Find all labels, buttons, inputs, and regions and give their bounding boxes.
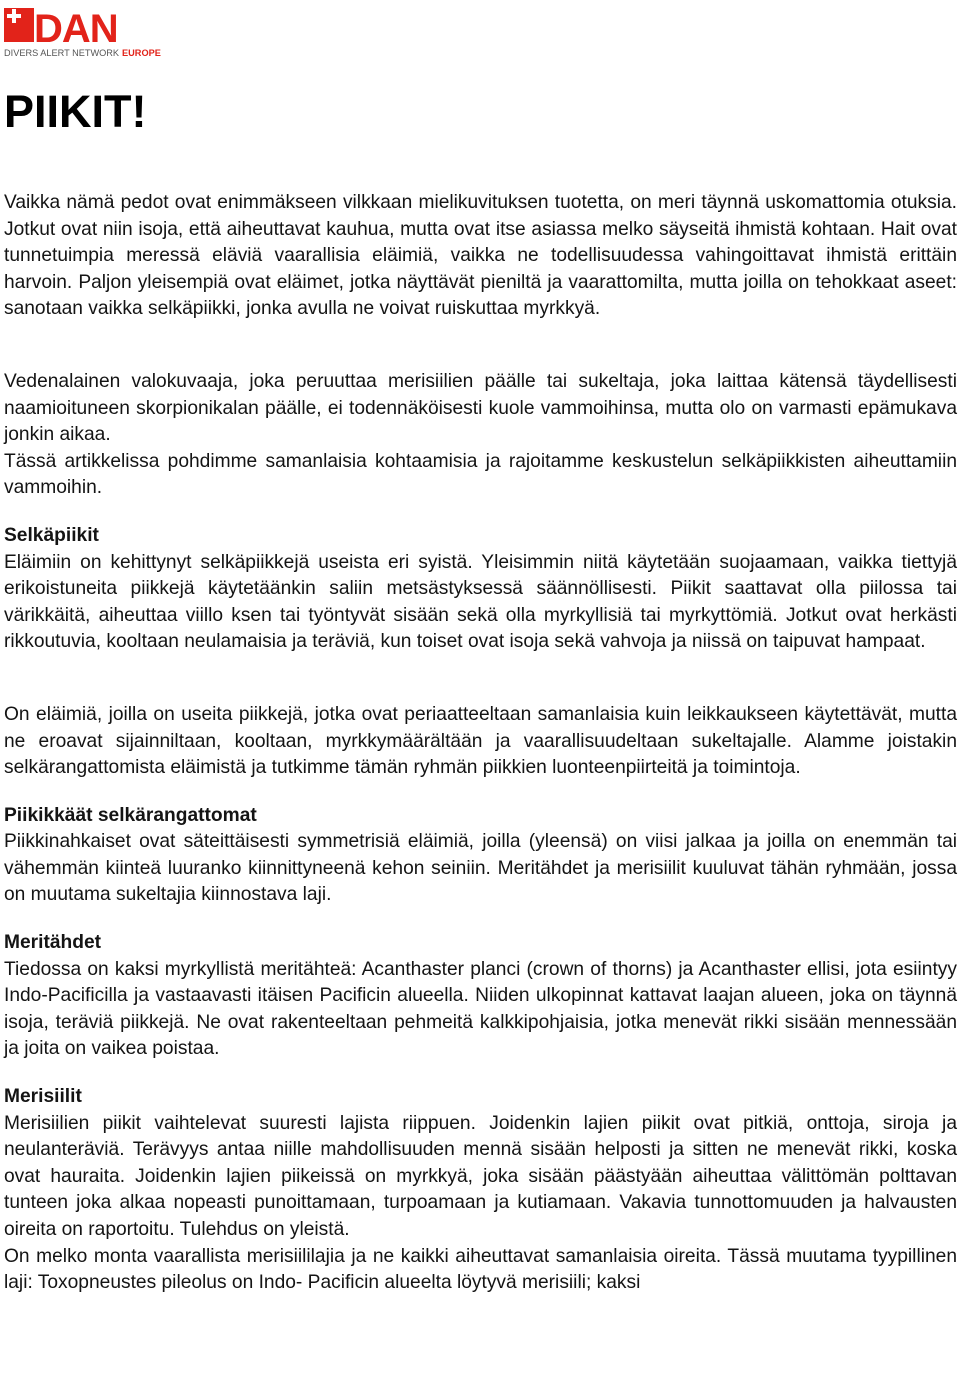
photographer-paragraph: Vedenalainen valokuvaaja, joka peruuttaa merisiilien päälle tai sukeltaja, joka laittaa kätensä täydellisesti naamioituneen skorpionikalan päälle, ei todennäköisesti kuole vammoihinsa, mutta olo on varmasti epämukava jonkin aikaa. — [4, 370, 957, 446]
urchin-species-paragraph: On melko monta vaarallista merisiililajia ja ne kaikki aiheuttavat samanlaisia oireita. Tässä muutama tyypillinen laji: Toxopneustes pileolus on Indo- Pacificin alueelta löytyvä merisiili; kaksi — [4, 1245, 957, 1294]
logo-tagline-prefix: DIVERS ALERT NETWORK — [4, 48, 120, 58]
invertebrates-intro-paragraph: On eläimiä, joilla on useita piikkejä, jotka ovat periaatteeltaan samanlaisia kuin leikkaukseen käytettävät, mutta ne eroavat sijainniltaan, kooltaan, myrkkymäärältään ja vaarallisuudeltaan sukeltajalle. Alamme joistakin selkärangattomista eläimistä ja tutkimme tämän ryhmän piikkien luonteenpiirteitä ja toimintoja. — [4, 703, 957, 779]
urchin-paragraph: Merisiilien piikit vaihtelevat suuresti lajista riippuen. Joidenkin lajien piikit ovat pitkiä, onttoja, siroja ja neulanteräviä. Terävyys antaa niille mahdollisuuden mennä sisään helposti ja sitten ne menevät rikki, koska ovat hauraita. Joidenkin lajien piikeissä on myrkkyä, joka sisään päästyään aiheuttaa välittömän polttavan tunteen joka alkaa nopeasti punoittamaan, turpoamaan ja kutiamaan. Vakavia tunnottomuuden ja halvausten oireita on raportoitu. Tulehdus on yleistä. — [4, 1112, 957, 1240]
scope-paragraph: Tässä artikkelissa pohdimme samanlaisia kohtaamisia ja rajoitamme keskustelun selkäpiikkisten aiheuttamiin vammoihin. — [4, 450, 957, 499]
article-body — [4, 190, 957, 1297]
page-title: PIIKIT! — [4, 86, 147, 137]
spines-paragraph: Eläimiin on kehittynyt selkäpiikkejä useista eri syistä. Yleisimmin niitä käytetään suojaamaan, vaikka tiettyjä erikoistuneita piikkejä käytetäänkin saliin metsästyksessä säännöllisesti. Piikit saattavat olla piilossa tai värikkäitä, aiheuttaa viillo ksen tai työntyvät sisään sekä olla myrkyllisiä tai myrkyttömiä. Jotkut ovat herkästi rikkoutuvia, kooltaan neulamaisia ja teräviä, kun toiset ovat isoja sekä vahvoja ja niissä on taipuvat hampaat. — [4, 551, 957, 653]
echinoderms-paragraph: Piikkinahkaiset ovat säteittäisesti symmetrisiä eläimiä, joilla (yleensä) on viisi jalkaa ja joilla on enemmän tai vähemmän kiinteä luuranko kiinnittyneenä kehon seiniin. Meritähdet ja merisiilit kuuluvat tähän ryhmään, jossa on muutama sukeltajia kiinnostava laji. — [4, 831, 957, 906]
section-heading-selkapiikit: Selkäpiikit — [4, 524, 99, 546]
starfish-paragraph: Tiedossa on kaksi myrkyllistä meritähteä: Acanthaster planci (crown of thorns) ja Acanthaster ellisi, jota esiintyy Indo-Pacificilla ja vastaavasti itäisen Pacificin alueella. Niiden ulkopinnat kattavat laajan alueen, joka on täynnä isoja, teräviä piikkejä. Ne ovat rakenteeltaan pehmeitä kalkkipohjaisia, jotka menevät rikki sisään mennessään ja joita on vaikea poistaa. — [4, 958, 957, 1060]
logo-wordmark: DAN — [34, 7, 118, 51]
dan-logo — [4, 6, 174, 58]
logo-tagline — [4, 48, 161, 58]
logo-tagline-suffix: EUROPE — [122, 48, 161, 58]
section-heading-invertebrates: Piikikkäät selkärangattomat — [4, 804, 257, 826]
logo-cross-v — [12, 9, 16, 23]
section-heading-merisiilit: Merisiilit — [4, 1086, 82, 1108]
logo-block — [4, 8, 34, 42]
intro-paragraph: Vaikka nämä pedot ovat enimmäkseen vilkkaan mielikuvituksen tuotetta, on meri täynnä uskomattomia otuksia. Jotkut ovat niin isoja, että aiheuttavat kauhua, mutta ovat itse asiassa melko säyseitä ihmistä kohtaan. Hait ovat tunnetuimpia meressä eläviä vaarallisia eläimiä, vaikka ne todellisuudessa vahingoittavat ihmistä erittäin harvoin. Paljon yleisempiä ovat eläimet, jotka näyttävät pieniltä ja vaarattomilta, mutta joilla on tehokkaat aseet: sanotaan vaikka selkäpiikki, jonka avulla ne voivat ruiskuttaa myrkkyä. — [4, 192, 957, 320]
dan-logo-graphic — [4, 6, 174, 58]
section-heading-meritahdet: Meritähdet — [4, 932, 102, 954]
